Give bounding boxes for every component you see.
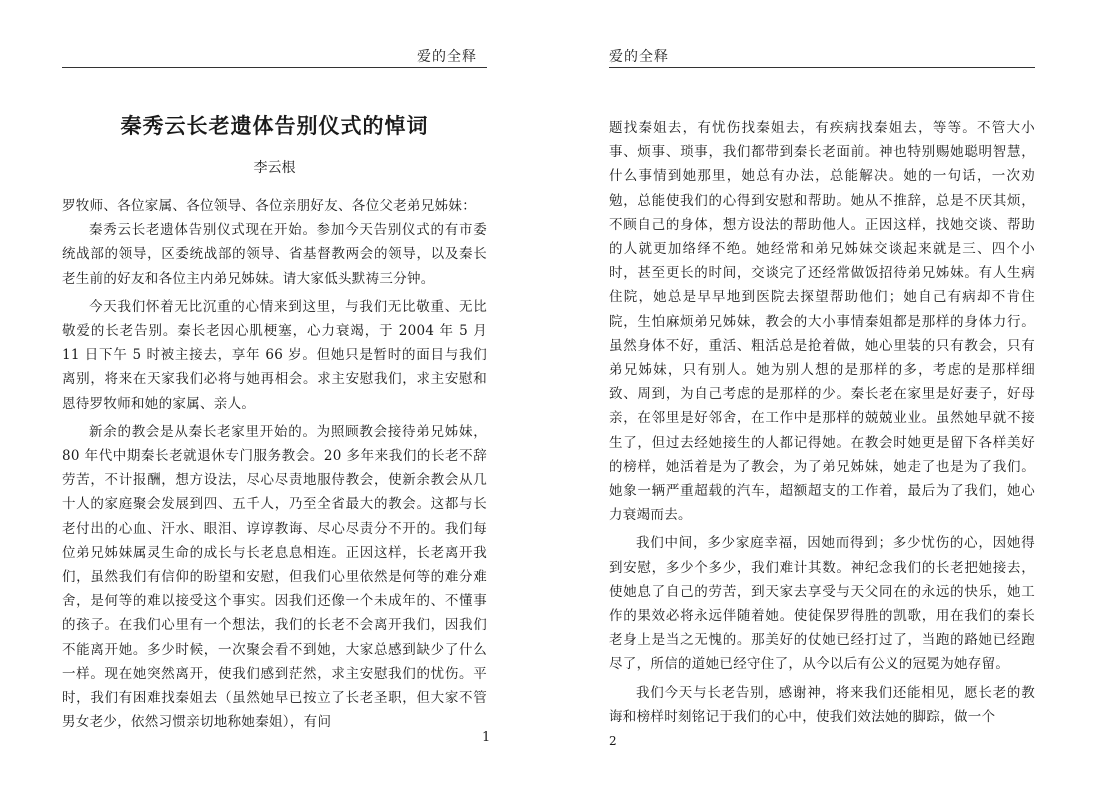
paragraph: 我们今天与长老告别，感谢神，将来我们还能相见，愿长老的教诲和榜样时刻铭记于我们的心中，使我们效法她的脚踪，做一个 bbox=[609, 684, 1035, 725]
body-text bbox=[62, 194, 487, 734]
header-rule bbox=[62, 67, 487, 68]
page-number: 1 bbox=[482, 730, 491, 745]
running-header: 爱的全释 bbox=[417, 49, 477, 65]
paragraph: 新余的教会是从秦长老家里开始的。为照顾教会接待弟兄姊妹，80 年代中期秦长老就退休专门服务教会。20 多年来我们的长老不辞劳苦，不计报酬，想方设法，尽心尽责地服侍教会，使新余教会从几十人的家庭聚会发展到四、五千人，乃至全省最大的教会。这都与长老付出的心血、汗水、眼泪、谆谆教诲、尽心尽责分不开的。我们每位弟兄姊妹属灵生命的成长与长老息息相连。正因这样，长老离开我们，虽然我们有信仰的盼望和安慰，但我们心里依然是何等的难分难舍，是何等的难以接受这个事实。因我们还像一个未成年的、不懂事的孩子。在我们心里有一个想法，我们的长老不会离开我们，因我们不能离开她。多少时候，一次聚会看不到她，大家总感到缺少了什么一样。现在她突然离开，使我们感到茫然，求主安慰我们的忧伤。平时，我们有困难找秦姐去（虽然她早已按立了长老圣职，但大家不管男女老少，依然习惯亲切地称她秦姐），有问 bbox=[62, 423, 487, 731]
author-name: 李云根 bbox=[253, 160, 296, 176]
document-title: 秦秀云长老遗体告别仪式的悼词 bbox=[120, 114, 429, 138]
paragraph: 今天我们怀着无比沉重的心情来到这里，与我们无比敬重、无比敬爱的长老告别。秦长老因心肌梗塞，心力衰竭，于 2004 年 5 月 11 日下午 5 时被主接去，享年 66 岁。但她只是暂时的面目与我们离别，将来在天家我们必将与她再相会。求主安慰我们，求主安慰和恩待罗牧师和她的家属、亲人。 bbox=[62, 298, 487, 412]
paragraph: 秦秀云长老遗体告别仪式现在开始。参加今天告别仪式的有市委统战部的领导，区委统战部的领导、省基督教两会的领导，以及秦长老生前的好友和各位主内弟兄姊妹。请大家低头默祷三分钟。 bbox=[62, 222, 487, 287]
paragraph-continued: 题找秦姐去，有忧伤找秦姐去，有疾病找秦姐去，等等。不管大小事、烦事、琐事，我们都带到秦长老面前。神也特别赐她聪明智慧，什么事情到她那里，她总有办法，总能解决。她的一句话，一次劝勉，总能使我们的心得到安慰和帮助。她从不推辞，总是不厌其烦，不顾自己的身体，想方设法的帮助他人。正因这样，找她交谈、帮助的人就更加络绎不绝。她经常和弟兄姊妹交谈起来就是三、四个小时，甚至更长的时间，交谈完了还经常做饭招待弟兄姊妹。有人生病住院，她总是早早地到医院去探望帮助他们；她自己有病却不肯住院，生怕麻烦弟兄姊妹，教会的大小事情秦姐都是那样的身体力行。虽然身体不好，重活、粗活总是抢着做，她心里装的只有教会，只有弟兄姊妹，只有别人。她为别人想的是那样的多，考虑的是那样细致、周到，为自己考虑的是那样的少。秦长老在家里是好妻子，好母亲，在邻里是好邻舍，在工作中是那样的兢兢业业。虽然她早就不接生了，但过去经她接生的人都记得她。在教会时她更是留下各样美好的榜样，她活着是为了教会，为了弟兄姊妹，她走了也是为了我们。她象一辆严重超载的汽车，超额超支的工作着，最后为了我们，她心力衰竭而去。 bbox=[609, 120, 1035, 524]
salutation-paragraph: 罗牧师、各位家属、各位领导、各位亲朋好友、各位父老弟兄姊妹： bbox=[62, 198, 476, 214]
running-header: 爱的全释 bbox=[609, 49, 669, 65]
header-rule bbox=[609, 67, 1035, 68]
right-page bbox=[547, 0, 1094, 795]
page-number: 2 bbox=[609, 734, 617, 748]
paragraph: 我们中间，多少家庭幸福，因她而得到；多少忧伤的心，因她得到安慰，多少个多少，我们难计其数。神纪念我们的长老把她接去，使她息了自己的劳苦，到天家去享受与天父同在的永远的快乐，她工作的果效必将永远伴随着她。使徒保罗得胜的凯歌，用在我们的秦长老身上是当之无愧的。那美好的仗她已经打过了，当跑的路她已经跑尽了，所信的道她已经守住了，从今以后有公义的冠冕为她存留。 bbox=[609, 535, 1035, 673]
body-text bbox=[609, 116, 1035, 729]
